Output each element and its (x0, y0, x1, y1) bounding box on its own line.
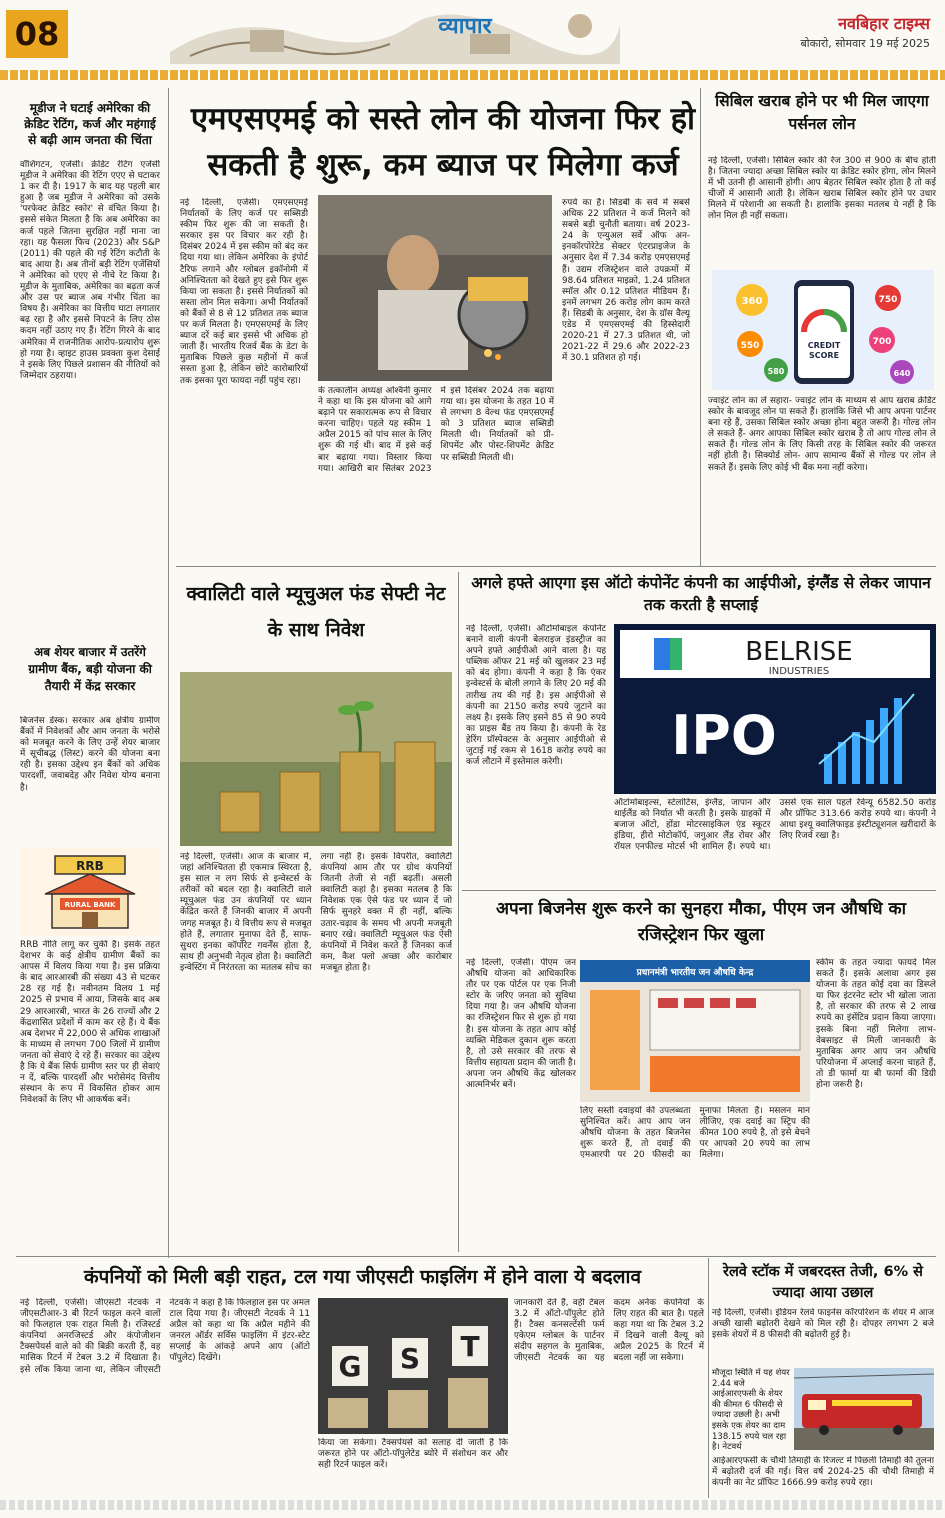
left-article-rrb-cont: RRB नीति लागू कर चुकी है। इसके तहत देशभर के कई क्षेत्रीय ग्रामीण बैंकों का आपस में विलय किया गया है। इस प्रक्रिया के बाद आरआरबी की संख्या 43 से घटकर 28 रह गई है। नवीनतम विलय 1 मई 2025 से प्रभाव में आया, जिसके बाद अब 29 आरआरबी, भारत के 26 राज्यों और 2 केंद्रशासित प्रदेशों में काम कर रहे हैं। ये बैंक अब देशभर में 22,000 से अधिक शाखाओं के माध्यम से लगभग 700 जिलों में ग्रामीण जनता को सेवाएं दे रहे हैं। सरकार का उद्देश्य है कि ये बैंक सिर्फ ग्रामीण स्तर पर ही सेवाएं न दें, बल्कि पारदर्शी और भरोसेमंद वित्तीय संस्थान के रूप में विकसित होकर आम निवेशकों के लिए भी आकर्षक बनें। (20, 940, 160, 1106)
ipo-article-col1: नई दिल्ली, एजेंसी। ऑटोमोबाइल कंपोनेंट बनाने वाली कंपनी बेलराइज इंडस्ट्रीज का अपने हफ्ते आईपीओ आने वाला है। यह पब्लिक ऑफर 21 मई को खुलकर 23 मई को बंद होगा। कंपनी ने कहा है कि एंकर इन्वेस्टर्स के बोली लगाने के लिए 20 मई की तारीख तय की गई है। इस आईपीओ से कंपनी का 2150 करोड़ रुपये जुटाने का लक्ष्य है। इसके लिए इसने 85 से 90 रुपये का प्राइस बैंड तय किया है। कंपनी के रेड हेरिंग प्रॉस्पेक्टस के अनुसार आईपीओ से जुटाई गई रकम से 1618 करोड़ रुपये का कर्ज लौटाने में इस्तेमाल करेगी। (466, 624, 606, 768)
credit-score-illustration (712, 270, 934, 390)
column-rule-right (700, 88, 701, 566)
cibil-headline: सिबिल खराब होने पर भी मिल जाएगा पर्सनल लोन (715, 92, 929, 133)
railway-side-text: मौजूदा स्थिति में यह शेयर 2.44 बजे आईआरएफसी के शेयर की कीमत 6 फीसदी से ज्यादा उछली है। अभी इसके एक शेयर का दाम 138.15 रुपये चल रहा है। नेटवर्थ (712, 1368, 790, 1453)
score-bubble: 700 (872, 337, 892, 347)
credit-text: CREDIT (807, 341, 841, 350)
row-rule (16, 1256, 936, 1257)
newspaper-name: नवबिहार टाइम्स (838, 14, 930, 33)
ipo-word: IPO (671, 704, 777, 767)
cibil-article-body: ज्वाइंट लोन का लें सहारा- ज्वाइंट लोन के माध्यम से आप खराब क्रेडिट स्कोर के बावजूद लोन पा सकते हैं। हालांकि जिसे भी आप अपना पार्टनर बना रहे हैं, उसका सिबिल स्कोर अच्छा होना बहुत जरूरी है। गोल्ड लोन ले सकते हैं- अगर आपका सिबिल स्कोर खराब है तो आप गोल्ड लोन ले सकते हैं। गोल्ड लोन के लिए किसी तरह के सिबिल स्कोर की जरूरत नहीं होती है। सिक्योर्ड लोन- आप सामान्य बैंकों से गोल्ड पर लोन ले सकते हैं। इसके लिए कोई भी बैंक मना नहीं करेगा। (708, 396, 936, 473)
jan-aushadhi-col2: लिए सस्ती दवाइयों की उपलब्धता सुनिश्चित करें। आप आप जन औषधि योजना के तहत बिजनेस शुरू करते हैं, तो दवाई की एमआरपी पर 20 फीसदी का मुनाफा मिलता है। मसलन मान लीजिए, एक दवाई का स्ट्रिप की कीमत 100 रुपये है, तो इसे बेचने पर आपको 20 रुपये का लाभ मिलेगा। (580, 1106, 810, 1161)
mutual-fund-article: नई दिल्ली, एजेंसी। आज के बाजार में, जहां अनिश्चितता ही एकमात्र स्थिरता है, इस साल न लग सिर्फ से इन्वेस्टर्स के तरीकों को बदल रहा है। क्वालिटी वाले म्यूचुअल फंड उन कंपनियों पर ध्यान केंद्रित करते हैं जिनकी बाजार में अपनी जगह मजबूत है। ये वित्तीय रूप से मजबूत होते हैं, लगातार मुनाफा देते हैं, साफ-सुथरा इनका कॉर्पोरेट गवर्नेंस होता है, साथ ही अनुभवी नेतृत्व होता है। क्वालिटी इन्वेस्टिंग में निरंतरता का मतलब सोच का लगा नहीं है। इसके विपरीत, क्वालिटी कंपनियां आम तौर पर ग्रोथ कंपनियों जितनी तेजी से नहीं बढ़तीं। असली क्वालिटी कहां है। इसका मतलब है कि निवेशक एक ऐसे फंड पर ध्यान दें जो सिर्फ सुनहरे वक्त में ही नहीं, बल्कि उतार-चढ़ाव के समय भी अपनी मजबूती बनाए रखे। क्वालिटी म्यूचुअल फंड ऐसी कंपनियों में निवेश करते हैं जिनका कर्ज कम, कैश फ्लो अच्छा और कारोबार मजबूत होता है। (180, 852, 452, 973)
gst-letter-g: G (338, 1350, 362, 1383)
left-headline-rrb: अब शेयर बाजार में उतरेंगे ग्रामीण बैंक, बड़ी योजना की तैयारी में केंद्र सरकार (28, 645, 152, 693)
main-article-col4: रुपये का है। सिडबी के सर्वे में सबसे अधिक 22 प्रतिशत ने कर्ज मिलने को सबसे बड़ी चुनौती बताया। वर्ष 2023-24 के एन्युअल सर्वे ऑफ अन-इनकॉरपोरेटेड सेक्टर एंटरप्राइजेज के अनुसार देश में 7.34 करोड़ एमएसएमई हैं। उद्यम रजिस्ट्रेशन वाले उपक्रमों में 98.64 प्रतिशत माइक्रो, 1.24 प्रतिशत स्मॉल और 0.12 प्रतिशत मीडियम हैं। इनमें लगभग 26 करोड़ लोग काम करते हैं। सिडबी के अनुसार, देश के ग्रॉस वैल्यू एडेड में एमएसएमई की हिस्सेदारी 2020-21 में 27.3 प्रतिशत थी, जो 2021-22 में 29.6 और 2022-23 में 30.1 प्रतिशत हो गई। (562, 198, 690, 364)
rural-bank-label: RURAL BANK (64, 901, 116, 909)
coins-plant-photo (180, 672, 452, 846)
page-number: 08 (6, 10, 68, 58)
jan-aushadhi-headline: अपना बिजनेस शुरू करने का सुनहरा मौका, पीएम जन औषधि का रजिस्ट्रेशन फिर खुला (496, 899, 906, 945)
ipo-headline: अगले हफ्ते आएगा इस ऑटो कंपोनेंट कंपनी का आईपीओ, इंग्लैंड से लेकर जापान तक करती है सप्लाई (471, 574, 931, 614)
industries-text: INDUSTRIES (768, 666, 830, 677)
rrb-label: RRB (76, 859, 104, 873)
gst-letter-s: S (399, 1342, 421, 1375)
ipo-article-cols: ऑटोमोबाइल्स, स्टेलांटिस, इंग्लैंड, जापान और थाईलैंड को निर्यात भी करती है। इसके ग्राहकों में बजाज ऑटो, होंडा मोटरसाइकिल एंड स्कूटर इंडिया, हीरो मोटोकॉर्प, जगुआर लैंड रोवर और रॉयल एनफील्ड मोटर्स भी शामिल हैं। रुपये था। उससे एक साल पहले रेवेन्यू 6582.50 करोड़ और प्रॉफिट 313.66 करोड़ रुपये था। कंपनी ने आधा इश्यू क्वालिफाइड इंस्टीट्यूशनल खरीदारों के लिए रिजर्व रखा है। (614, 798, 936, 853)
score-bubble: 580 (767, 367, 785, 376)
gst-headline: कंपनियों को मिली बड़ी राहत, टल गया जीएसटी फाइलिंग में होने वाला ये बदलाव (83, 1266, 642, 1288)
main-headline: एमएसएमई को सस्ते लोन की योजना फिर हो सकती है शुरू, कम ब्याज पर मिलेगा कर्ज (190, 101, 696, 183)
row-rule (462, 890, 936, 891)
store-signboard: प्रधानमंत्री भारतीय जन औषधि केन्द्र (636, 968, 754, 978)
row-rule (176, 566, 936, 567)
column-rule (168, 88, 169, 1258)
left-article-rrb: बिजनेस डेस्क। सरकार अब क्षेत्रीय ग्रामीण बैंकों में निवेशकों और आम जनता के भरोसे को मजबूत करने के लिए उन्हें शेयर बाजार में सूचीबद्ध (लिस्ट) करने की योजना बना रही है। इसका उद्देश्य इन बैंकों को अधिक पारदर्शी, जवाबदेह और निवेश योग्य बनाना है। (20, 716, 160, 793)
score-bubble: 360 (741, 296, 763, 307)
gst-blocks-photo (318, 1298, 508, 1434)
msme-worker-photo (318, 195, 552, 381)
score-bubble: 750 (878, 295, 898, 305)
belrise-logo-text: BELRISE (745, 637, 853, 667)
jan-aushadhi-col1: नई दिल्ली, एजेंसी। पीएम जन औषधि योजना को आधिकारिक तौर पर एक पोर्टल पर एक निजी स्टोर के जरिए जनता को सुविधा दिया गया है। जन औषधि योजना का रजिस्ट्रेशन फिर से शुरू हो गया है। इस योजना के तहत आप कोई व्यक्ति मेडिकल दुकान शुरू करता है, तो उसे सरकार की तरफ से वित्तीय सहायता प्रदान की जाती है। अपना जन औषधि केंद्र खोलकर आत्मनिर्भर बनें। (466, 958, 576, 1091)
jan-aushadhi-col4: स्कीम के तहत ज्यादा फायदे मिल सकते हैं। इसके अलावा अगर इस योजना के तहत कोई दवा का डिस्प्ले या फिर इंटरनेट स्टोर भी खोला जाता है, तो सरकार की तरफ से 2 लाख रुपये का इंसेंटिव प्रदान किया जाएगा। इसके बिना नहीं मिलेगा लाभ- वेबसाइट से मिली जानकारी के मुताबिक अगर आप जन औषधि परियोजना में अप्लाई करना चाहते हैं, तो डी फार्मा या बी फार्मा की डिग्री होना जरूरी है। (816, 958, 936, 1091)
column-rule-mid (458, 572, 459, 1252)
score-bubble: 640 (893, 369, 911, 378)
gst-letter-t: T (460, 1330, 480, 1363)
gst-article-col2: किया जा सकेगा। टैक्सपेयर्स को सलाह दी जाती है कि जरूरत होने पर ऑटो-पॉपुलेटेड ब्योरे में संशोधन कर और सही रिटर्न फाइल करें। (318, 1438, 508, 1471)
footer-strip (0, 1500, 945, 1510)
score-text: SCORE (808, 351, 840, 360)
railway-article-intro: नई दिल्ली, एजेंसी। इंडियन रेलवे फाइनेंस कॉरपोरेशन के शेयर में आज अच्छी खासी बढ़ोतरी देखने को मिल रही है। दोपहर लगभग 2 बजे इसके शेयरों में 8 फीसदी की बढ़ोतरी हुई है। (712, 1308, 934, 1341)
cibil-article-intro: नई दिल्ली, एजेंसी। सिबिल स्कोर की रेंज 300 से 900 के बीच होती है। जितना ज्यादा अच्छा सिबिल स्कोर या क्रेडिट स्कोर होगा, लोन मिलने में भी उतनी ही आसानी होगी। आप बेहतर सिबिल स्कोर होता है तो कई चीजों में आसानी आती है। लेकिन खराब सिबिल स्कोर होने पर उधार मिलने में परेशानी आ सकती है। हालांकि इसका मतलब ये नहीं है कि लोन मिल ही नहीं सकता। (708, 156, 936, 222)
railway-article-body: आईआरएफसी के चौथी तिमाही के रिजल्ट में पिछली तिमाही की तुलना में बढ़ोतरी दर्ज की गई। वित्त वर्ष 2024-25 की चौथी तिमाही में कंपनी का नेट प्रॉफिट 1666.99 करोड़ रुपये रहा। (712, 1456, 934, 1489)
main-article-col1: नई दिल्ली, एजेंसी। एमएसएमई निर्यातकों के लिए कर्ज पर सब्सिडी स्कीम फिर शुरू की जा सकती है। सरकार इस पर विचार कर रही है। दिसंबर 2024 में इस स्कीम को बंद कर दिया गया था। लेकिन अमेरिका के इंपोर्ट टैरिफ लगाने और ग्लोबल इकॉनोमी में अनिश्चितता को देखते हुए इसे फिर शुरू किया जा सकता है। इससे निर्यातकों को सस्ता लोन मिल सकेगा। अभी निर्यातकों को बैंकों से 8 से 12 प्रतिशत तक ब्याज पर कर्ज मिलता है। एमएसएमई के लिए ब्याज दरें कई बार इससे भी अधिक हो जाती हैं। भारतीय रिजर्व बैंक के डेटा के मुताबिक पिछले कुछ महीनों में कर्ज सस्ता हुआ है, लेकिन छोटे कारोबारियों तक इसका पूरा फायदा नहीं पहुंच रहा। (180, 198, 308, 386)
edition-date: बोकारो, सोमवार 19 मई 2025 (800, 37, 930, 50)
header-divider (0, 70, 945, 80)
column-rule (708, 1258, 709, 1498)
score-bubble: 550 (740, 341, 760, 351)
left-article-moodys: वॉशिंगटन, एजेंसी। क्रेडिट रेटिंग एजेंसी मूडीज ने अमेरिका की रेटिंग एएए से घटाकर 1 कर दी है। 1917 के बाद यह पहली बार हुआ है जब मूडीज ने अमेरिका को उसके 'परफेक्ट क्रेडिट स्कोर' से वंचित किया है। इससे संकेत मिलता है कि अब अमेरिका का कर्ज पहले जितना सुरक्षित नहीं माना जा रहा। यह फैसला फिच (2023) और S&P (2011) की पहले की गई रेटिंग कटौती के बाद आया है। अब तीनों बड़ी रेटिंग एजेंसियों ने अमेरिका को एएए से नीचे रेट किया है। मूडीज के मुताबिक, अमेरिका का बढ़ता कर्ज और उस पर ब्याज अब गंभीर चिंता का विषय है। अमेरिका का वित्तीय घाटा लगातार बढ़ रहा है और इससे निपटने के लिए ठोस कदम नहीं उठाए गए हैं। रेटिंग गिरने के बाद अमेरिका में राजनीतिक आरोप-प्रत्यारोप शुरू हो गया है। व्हाइट हाउस प्रवक्ता कुश देसाई ने इसके लिए पिछले प्रशासन की नीतियों को जिम्मेदार ठहराया। (20, 160, 160, 381)
rrb-bank-illustration (20, 848, 160, 936)
header-illustration (150, 4, 630, 68)
main-article-col2: के तत्कालीन अध्यक्ष अश्विनी कुमार ने कहा था कि इस योजना को आगे बढ़ाने पर सकारात्मक रूप से विचार करना चाहिए। पहले यह स्कीम 1 अप्रैल 2015 को पांच साल के लिए शुरू की गई थी। बाद में इसे कई बार बढ़ाया गया। विस्तार किया गया। आखिरी बार सितंबर 2023 में इसे दिसंबर 2024 तक बढ़ाया गया था। इस योजना के तहत 10 में से लगभग 8 वेल्थ फंड एमएसएमई को 3 प्रतिशत ब्याज सब्सिडी मिलती थी। निर्यातकों को प्री-शिपमेंट और पोस्ट-शिपमेंट क्रेडिट पर सब्सिडी मिलती थी। (318, 386, 554, 474)
mutual-fund-headline: क्वालिटी वाले म्यूचुअल फंड सेफ्टी नेट के साथ निवेश (186, 583, 446, 641)
gst-article-col1: नई दिल्ली, एजेंसी। जीएसटी नेटवर्क ने जीएसटीआर-3 बी रिटर्न फाइल करने वालों को फिलहाल एक राहत मिली है। रजिस्टर्ड कंपनियां अनरजिस्टर्ड और कंपोजीशन टैक्सपेयर्स वाले को की बिक्री करती हैं, वह मासिक रिटर्न में टेबल 3.2 में दिखाता है। इसे लॉक किया जाना था, लेकिन जीएसटी नेटवर्क ने कहा है कि फिलहाल इस पर अमल टाल दिया गया है। जीएसटी नेटवर्क ने 11 अप्रैल को कहा था कि अप्रैल महीने की जनरल ऑर्डर सर्विस फाइलिंग में इंटर-स्टेट सप्लाई के आंकड़े अपने आप (ऑटो पॉपुलेट) दिखेंगे। (20, 1298, 310, 1375)
belrise-ipo-graphic (614, 624, 936, 794)
train-photo (794, 1368, 934, 1450)
jan-aushadhi-store-photo (580, 960, 810, 1102)
section-title: व्यापार (438, 14, 492, 39)
left-headline-moodys: मूडीज ने घटाई अमेरिका की क्रेडिट रेटिंग, कर्ज और महंगाई से बढ़ी आम जनता की चिंता (24, 101, 156, 147)
gst-article-col3: जानकारी देते हैं, वही टेबल 3.2 में ऑटो-पॉपुलेट होते हैं। टैक्स कनसल्टेंसी फर्म एकेएम ग्लोबल के पार्टनर संदीप सहगल के मुताबिक, जीएसटी नेटवर्क का यह कदम अनेक कंपनियों के लिए राहत की बात है। पहले कहा गया था कि टेबल 3.2 में दिखने वाली वैल्यू को अप्रैल 2025 के रिटर्न में बदला नहीं जा सकेगा। (514, 1298, 704, 1364)
railway-headline: रेलवे स्टॉक में जबरदस्त तेजी, 6% से ज्यादा आया उछाल (723, 1264, 923, 1301)
